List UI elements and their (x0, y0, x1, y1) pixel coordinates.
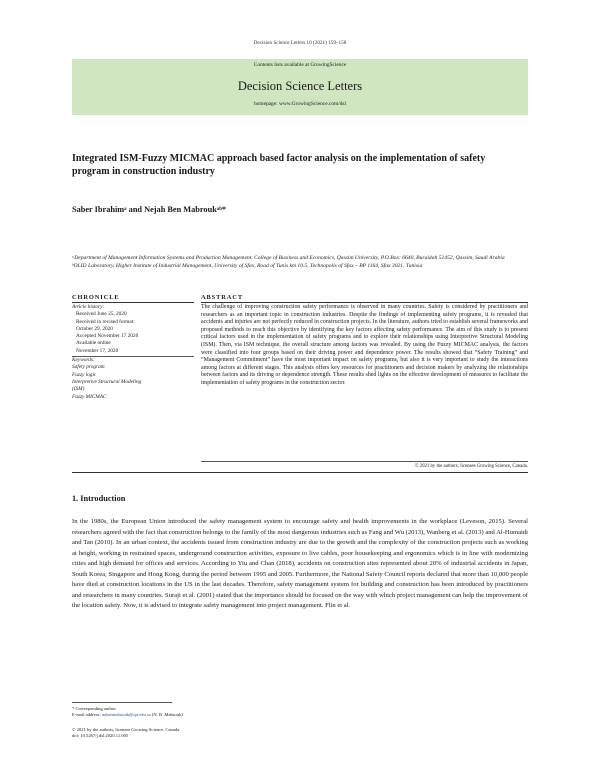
journal-title: Decision Science Letters (237, 79, 363, 93)
history-item: October 29, 2020 (76, 325, 113, 332)
running-head: Decision Science Letters 10 (2021) 159–158 (253, 40, 347, 46)
keyword: Fuzzy MICMAC (72, 393, 107, 400)
footnote (72, 706, 372, 718)
keyword: Fuzzy logic (72, 371, 97, 378)
chronicle-heading: CHRONICLE (72, 294, 120, 301)
journal-banner (72, 59, 528, 115)
history-item: November 17, 2020 (76, 347, 119, 354)
email-label: E-mail address: (72, 712, 102, 718)
keyword: (ISM) (72, 386, 85, 393)
abstract-divider (201, 461, 528, 462)
section-heading-introduction: 1. Introduction (72, 494, 126, 503)
abstract-heading: ABSTRACT (201, 294, 244, 301)
email-suffix: (N. B. Mabrouk) (150, 712, 183, 718)
introduction-paragraph: In the 1980s, the European Union introduced the safety management system to encourage safety and health improvements in the workplace (Leveson, 2015). Several researchers agreed with the fact that construction belongs to the family of the most dangerous industries such as Fang and Wu (2013), Wanberg et al. (2013) and Al-Humaidi and Tan (2010). In an urban context, the accidents issued from construction industry are due to the growth and the complexity of the construction projects such as working at height, working in restrained spaces, underground construction activities, exposure to live cables, poor housekeeping and ergonomics which is in line with modernizing cities and high demand for offices and services. According to Yiu and Chan (2018), accidents on construction sites represented about 20% of industrial accidents in Japan, South Korea, Singapore and Hong Kong, during the period between 1995 and 2005. Furthermore, the National Safety Council reports declared that more than 10,000 people have died at construction locations in the US in the last decades. Therefore, safety management system for building and construction has been introduced by practitioners and researchers in many countries. Suraji et al. (2001) stated that the importance should be focused on the way with which project management can help the improvement of the location safety. Now, it is advised to integrate safety management into project management. Flin et al. (72, 518, 528, 609)
abstract-text: The challenge of improving construction safety performance is observed in many countries. Safety is considered by practitioners and researchers as an important topic in construction industries. Despite the findings of implementing safety programs, it is revealed that accidents and injuries are not perfectly reduced in construction projects. In the literature, authors tried to establish several frameworks and proposed methods to reach this objective by identifying the key factors affecting safety performance. The aim of this study is to present critical factors used in the implementation of safety programs and to explore their relationships using Interpretive Structural Modeling (ISM). Then, via ISM technique, the overall structure among factors was revealed. By using the Fuzzy MICMAC analysis, the factors were classified into four groups based on their driving power and dependence power. The results showed that “Safety Training” and “Management Commitment” have the most important impact on safety programs, but also it is very important to study the interactions among factors at different stages. This analysis offers key resources for practitioners and decision makers by analyzing the relationships between factors and its driving or dependence strength. These results shed lights on the effective development of measures to facilitate the implementation of safety programs in the construction sector. (201, 304, 528, 386)
corresponding-author: * Corresponding author. (72, 706, 117, 711)
chronicle-box (72, 304, 194, 401)
authors: Saber Ibrahimᵃ and Nejah Ben Mabroukᵃᵇ* (72, 205, 227, 214)
abstract-copyright: © 2021 by the authors; licensee Growing Science, Canada. (414, 464, 528, 469)
affiliation-a: ᵃDepartment of Management Information Systems and Production Management, College of Business and Economics, Qassim University, P.O.Box: 6640, Buraidah 51452, Qassim, Saudi Arabia (72, 255, 505, 261)
paper-title: Integrated ISM-Fuzzy MICMAC approach based factor analysis on the implementation of safety program in construction industry (72, 153, 486, 177)
contents-line: Contents lists available at GrowingScience (253, 62, 347, 68)
publisher-note (72, 727, 372, 739)
abstract-rule (201, 302, 528, 303)
doi[interactable]: doi: 10.5267/j.dsl.2020.11.005 (72, 733, 129, 739)
history-label: Article history: (72, 304, 105, 310)
affiliation-b: ᵇOLID Laboratory, Higher Institute of Industrial Management, University of Sfax, Road of Tunis km 10.5, Technopolis of Sfax – BP 1164, Sfax 3021, Tunisia (72, 263, 423, 270)
keywords-label: Keywords: (72, 357, 95, 364)
email-link[interactable]: nabenmabrouk@qu.edu.sa (101, 712, 151, 718)
history-item: Available online (76, 340, 111, 347)
frontmatter-rule (72, 472, 528, 473)
keyword: Interpretive Structural Modeling (72, 378, 142, 385)
history-item: Accepted November 17 2020 (76, 333, 139, 340)
publisher-copyright: © 2021 by the authors; licensee Growing Science, Canada. (72, 727, 181, 732)
history-item: Received June 25, 2020 (76, 311, 127, 318)
chronicle-rule (72, 302, 194, 303)
history-item: Received in revised format: (76, 318, 135, 325)
affiliations (72, 254, 528, 271)
email-line (72, 712, 372, 718)
keyword: Safety program (72, 364, 105, 371)
journal-homepage[interactable]: homepage: www.GrowingScience.com/dsl (253, 101, 347, 107)
footnote-rule (72, 702, 172, 703)
